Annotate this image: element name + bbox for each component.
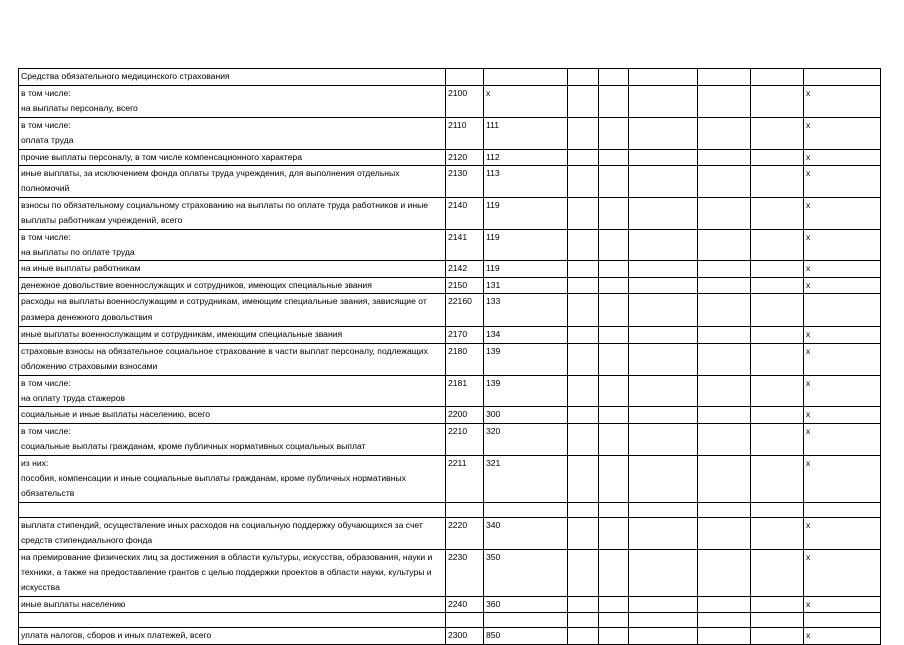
row-x-cell: x	[804, 455, 881, 502]
table-body	[19, 69, 881, 645]
row-code-cell: 2110	[446, 117, 484, 149]
empty-cell	[568, 229, 599, 261]
empty-cell	[568, 327, 599, 343]
row-code-cell: 2240	[446, 596, 484, 612]
empty-cell	[629, 407, 698, 423]
empty-cell	[568, 86, 599, 118]
table-row	[19, 166, 881, 198]
empty-cell	[751, 343, 804, 375]
empty-cell	[629, 69, 698, 86]
empty-cell	[629, 327, 698, 343]
row-kbk-cell: 119	[484, 197, 568, 229]
row-kbk-cell: 350	[484, 549, 568, 596]
empty-cell	[751, 149, 804, 165]
row-name-cell: прочие выплаты персоналу, в том числе компенсационного характера	[19, 149, 446, 165]
row-x-cell	[804, 69, 881, 86]
empty-cell	[629, 166, 698, 198]
empty-cell	[599, 343, 629, 375]
empty-cell	[599, 596, 629, 612]
row-x-cell: x	[804, 197, 881, 229]
row-name-cell: расходы на выплаты военнослужащим и сотрудникам, имеющим специальные звания, зависящие от размера денежного довольствия	[19, 294, 446, 327]
row-name-cell: социальные и иные выплаты населению, всего	[19, 407, 446, 423]
empty-cell	[599, 277, 629, 293]
empty-cell	[629, 86, 698, 118]
empty-cell	[599, 628, 629, 645]
empty-cell	[698, 229, 751, 261]
row-kbk-cell: x	[484, 86, 568, 118]
empty-cell	[599, 69, 629, 86]
row-code-cell: 2200	[446, 407, 484, 423]
row-name-cell: в том числе: на выплаты по оплате труда	[19, 229, 446, 261]
empty-cell	[698, 261, 751, 277]
row-name-cell: взносы по обязательному социальному страхованию на выплаты по оплате труда работников и иные выплаты работникам учреждений, всего	[19, 197, 446, 229]
row-name-cell: иные выплаты населению	[19, 596, 446, 612]
row-name-cell: денежное довольствие военнослужащих и сотрудников, имеющих специальные звания	[19, 277, 446, 293]
empty-cell	[629, 423, 698, 455]
row-kbk-cell	[484, 502, 568, 517]
empty-cell	[599, 327, 629, 343]
row-x-cell: x	[804, 517, 881, 549]
empty-cell	[629, 628, 698, 645]
row-code-cell: 2142	[446, 261, 484, 277]
empty-cell	[599, 455, 629, 502]
empty-cell	[599, 375, 629, 407]
row-name-cell: страховые взносы на обязательное социальное страхование в части выплат персоналу, подлежащих обложению страховыми взносами	[19, 343, 446, 375]
empty-cell	[599, 613, 629, 628]
empty-cell	[698, 375, 751, 407]
empty-cell	[599, 517, 629, 549]
empty-cell	[751, 166, 804, 198]
row-code-cell: 2300	[446, 628, 484, 645]
row-code-cell: 2170	[446, 327, 484, 343]
empty-cell	[599, 86, 629, 118]
row-x-cell: x	[804, 166, 881, 198]
row-code-cell: 2130	[446, 166, 484, 198]
table-row	[19, 375, 881, 407]
empty-cell	[751, 69, 804, 86]
table-row	[19, 277, 881, 293]
empty-cell	[629, 502, 698, 517]
table-row	[19, 596, 881, 612]
empty-cell	[599, 166, 629, 198]
empty-cell	[629, 343, 698, 375]
empty-cell	[751, 261, 804, 277]
row-kbk-cell: 112	[484, 149, 568, 165]
row-name-cell: уплата налогов, сборов и иных платежей, всего	[19, 628, 446, 645]
empty-cell	[568, 375, 599, 407]
empty-cell	[599, 149, 629, 165]
row-code-cell	[446, 502, 484, 517]
table-row	[19, 117, 881, 149]
empty-cell	[599, 117, 629, 149]
empty-cell	[751, 229, 804, 261]
row-kbk-cell: 139	[484, 375, 568, 407]
empty-cell	[629, 277, 698, 293]
empty-cell	[568, 423, 599, 455]
table-row	[19, 294, 881, 327]
empty-cell	[599, 423, 629, 455]
empty-cell	[698, 407, 751, 423]
row-kbk-cell: 111	[484, 117, 568, 149]
row-kbk-cell	[484, 613, 568, 628]
row-name-cell	[19, 613, 446, 628]
empty-cell	[568, 166, 599, 198]
empty-cell	[568, 197, 599, 229]
row-name-cell	[19, 502, 446, 517]
empty-cell	[698, 197, 751, 229]
empty-cell	[751, 517, 804, 549]
table-row	[19, 517, 881, 549]
empty-cell	[698, 628, 751, 645]
empty-cell	[599, 294, 629, 327]
empty-cell	[751, 423, 804, 455]
row-kbk-cell: 133	[484, 294, 568, 327]
row-x-cell	[804, 294, 881, 327]
row-name-cell: в том числе: на выплаты персоналу, всего	[19, 86, 446, 118]
row-x-cell: x	[804, 229, 881, 261]
empty-cell	[698, 327, 751, 343]
table-row	[19, 407, 881, 423]
row-x-cell: x	[804, 628, 881, 645]
table-row	[19, 229, 881, 261]
table-row	[19, 149, 881, 165]
budget-table	[18, 68, 881, 645]
table-row	[19, 423, 881, 455]
empty-cell	[698, 455, 751, 502]
empty-cell	[629, 117, 698, 149]
row-name-cell: из них: пособия, компенсации и иные социальные выплаты гражданам, кроме публичных нормативных обязательств	[19, 455, 446, 502]
empty-cell	[751, 455, 804, 502]
empty-cell	[568, 261, 599, 277]
empty-cell	[698, 294, 751, 327]
empty-cell	[629, 375, 698, 407]
row-code-cell: 2140	[446, 197, 484, 229]
row-x-cell: x	[804, 375, 881, 407]
row-code-cell: 2211	[446, 455, 484, 502]
row-code-cell: 2150	[446, 277, 484, 293]
row-code-cell	[446, 69, 484, 86]
row-name-cell: выплата стипендий, осуществление иных расходов на социальную поддержку обучающихся за счет средств стипендиального фонда	[19, 517, 446, 549]
row-code-cell: 22160	[446, 294, 484, 327]
empty-cell	[751, 327, 804, 343]
table-row	[19, 86, 881, 118]
row-name-cell: на иные выплаты работникам	[19, 261, 446, 277]
empty-cell	[751, 613, 804, 628]
table-row	[19, 549, 881, 596]
row-name-cell: иные выплаты военнослужащим и сотрудникам, имеющим специальные звания	[19, 327, 446, 343]
empty-cell	[568, 149, 599, 165]
empty-cell	[599, 502, 629, 517]
row-code-cell: 2181	[446, 375, 484, 407]
empty-cell	[568, 343, 599, 375]
row-kbk-cell: 300	[484, 407, 568, 423]
row-code-cell: 2220	[446, 517, 484, 549]
empty-cell	[629, 229, 698, 261]
empty-cell	[568, 628, 599, 645]
row-kbk-cell: 360	[484, 596, 568, 612]
empty-cell	[629, 261, 698, 277]
empty-cell	[568, 117, 599, 149]
empty-cell	[568, 549, 599, 596]
empty-cell	[751, 375, 804, 407]
row-name-cell: Средства обязательного медицинского страхования	[19, 69, 446, 86]
empty-cell	[751, 277, 804, 293]
row-code-cell: 2100	[446, 86, 484, 118]
empty-cell	[698, 69, 751, 86]
empty-cell	[751, 596, 804, 612]
table-row	[19, 628, 881, 645]
empty-cell	[568, 455, 599, 502]
row-x-cell: x	[804, 86, 881, 118]
empty-cell	[629, 294, 698, 327]
row-code-cell	[446, 613, 484, 628]
row-x-cell	[804, 613, 881, 628]
table-row	[19, 327, 881, 343]
empty-cell	[599, 197, 629, 229]
row-kbk-cell: 134	[484, 327, 568, 343]
empty-cell	[698, 277, 751, 293]
table-row	[19, 502, 881, 517]
table-row	[19, 69, 881, 86]
empty-cell	[629, 549, 698, 596]
row-x-cell: x	[804, 343, 881, 375]
empty-cell	[751, 407, 804, 423]
row-x-cell: x	[804, 549, 881, 596]
row-code-cell: 2141	[446, 229, 484, 261]
row-code-cell: 2180	[446, 343, 484, 375]
empty-cell	[751, 197, 804, 229]
empty-cell	[698, 549, 751, 596]
empty-cell	[751, 117, 804, 149]
empty-cell	[698, 502, 751, 517]
empty-cell	[751, 86, 804, 118]
row-x-cell: x	[804, 327, 881, 343]
empty-cell	[568, 502, 599, 517]
table-row	[19, 455, 881, 502]
row-name-cell: в том числе: на оплату труда стажеров	[19, 375, 446, 407]
row-name-cell: в том числе: социальные выплаты гражданам, кроме публичных нормативных социальных выплат	[19, 423, 446, 455]
empty-cell	[629, 596, 698, 612]
row-kbk-cell: 340	[484, 517, 568, 549]
empty-cell	[629, 197, 698, 229]
empty-cell	[751, 549, 804, 596]
empty-cell	[568, 69, 599, 86]
row-kbk-cell: 320	[484, 423, 568, 455]
empty-cell	[599, 229, 629, 261]
empty-cell	[698, 423, 751, 455]
empty-cell	[568, 294, 599, 327]
empty-cell	[568, 613, 599, 628]
row-code-cell: 2230	[446, 549, 484, 596]
row-x-cell	[804, 502, 881, 517]
empty-cell	[568, 277, 599, 293]
row-kbk-cell: 131	[484, 277, 568, 293]
row-x-cell: x	[804, 261, 881, 277]
table-row	[19, 197, 881, 229]
empty-cell	[568, 517, 599, 549]
empty-cell	[751, 294, 804, 327]
row-kbk-cell: 119	[484, 229, 568, 261]
empty-cell	[629, 149, 698, 165]
row-x-cell: x	[804, 423, 881, 455]
row-x-cell: x	[804, 596, 881, 612]
row-kbk-cell: 321	[484, 455, 568, 502]
empty-cell	[751, 502, 804, 517]
empty-cell	[751, 628, 804, 645]
row-code-cell: 2210	[446, 423, 484, 455]
row-kbk-cell: 113	[484, 166, 568, 198]
empty-cell	[599, 261, 629, 277]
empty-cell	[698, 613, 751, 628]
row-name-cell: в том числе: оплата труда	[19, 117, 446, 149]
row-x-cell: x	[804, 149, 881, 165]
empty-cell	[568, 596, 599, 612]
empty-cell	[629, 517, 698, 549]
table-row	[19, 261, 881, 277]
table-row	[19, 343, 881, 375]
row-kbk-cell: 139	[484, 343, 568, 375]
row-x-cell: x	[804, 117, 881, 149]
empty-cell	[568, 407, 599, 423]
empty-cell	[698, 517, 751, 549]
row-code-cell: 2120	[446, 149, 484, 165]
empty-cell	[698, 596, 751, 612]
empty-cell	[698, 86, 751, 118]
empty-cell	[698, 166, 751, 198]
row-name-cell: иные выплаты, за исключением фонда оплаты труда учреждения, для выполнения отдельных полномочий	[19, 166, 446, 198]
row-x-cell: x	[804, 277, 881, 293]
row-kbk-cell: 850	[484, 628, 568, 645]
empty-cell	[629, 613, 698, 628]
empty-cell	[698, 117, 751, 149]
empty-cell	[599, 549, 629, 596]
row-name-cell: на премирование физических лиц за достижения в области культуры, искусства, образования, науки и техники, а также на предоставление грантов с целью поддержки проектов в области науки, культуры и искусства	[19, 549, 446, 596]
row-kbk-cell: 119	[484, 261, 568, 277]
empty-cell	[698, 343, 751, 375]
empty-cell	[599, 407, 629, 423]
row-x-cell: x	[804, 407, 881, 423]
empty-cell	[698, 149, 751, 165]
empty-cell	[629, 455, 698, 502]
table-row	[19, 613, 881, 628]
row-kbk-cell	[484, 69, 568, 86]
